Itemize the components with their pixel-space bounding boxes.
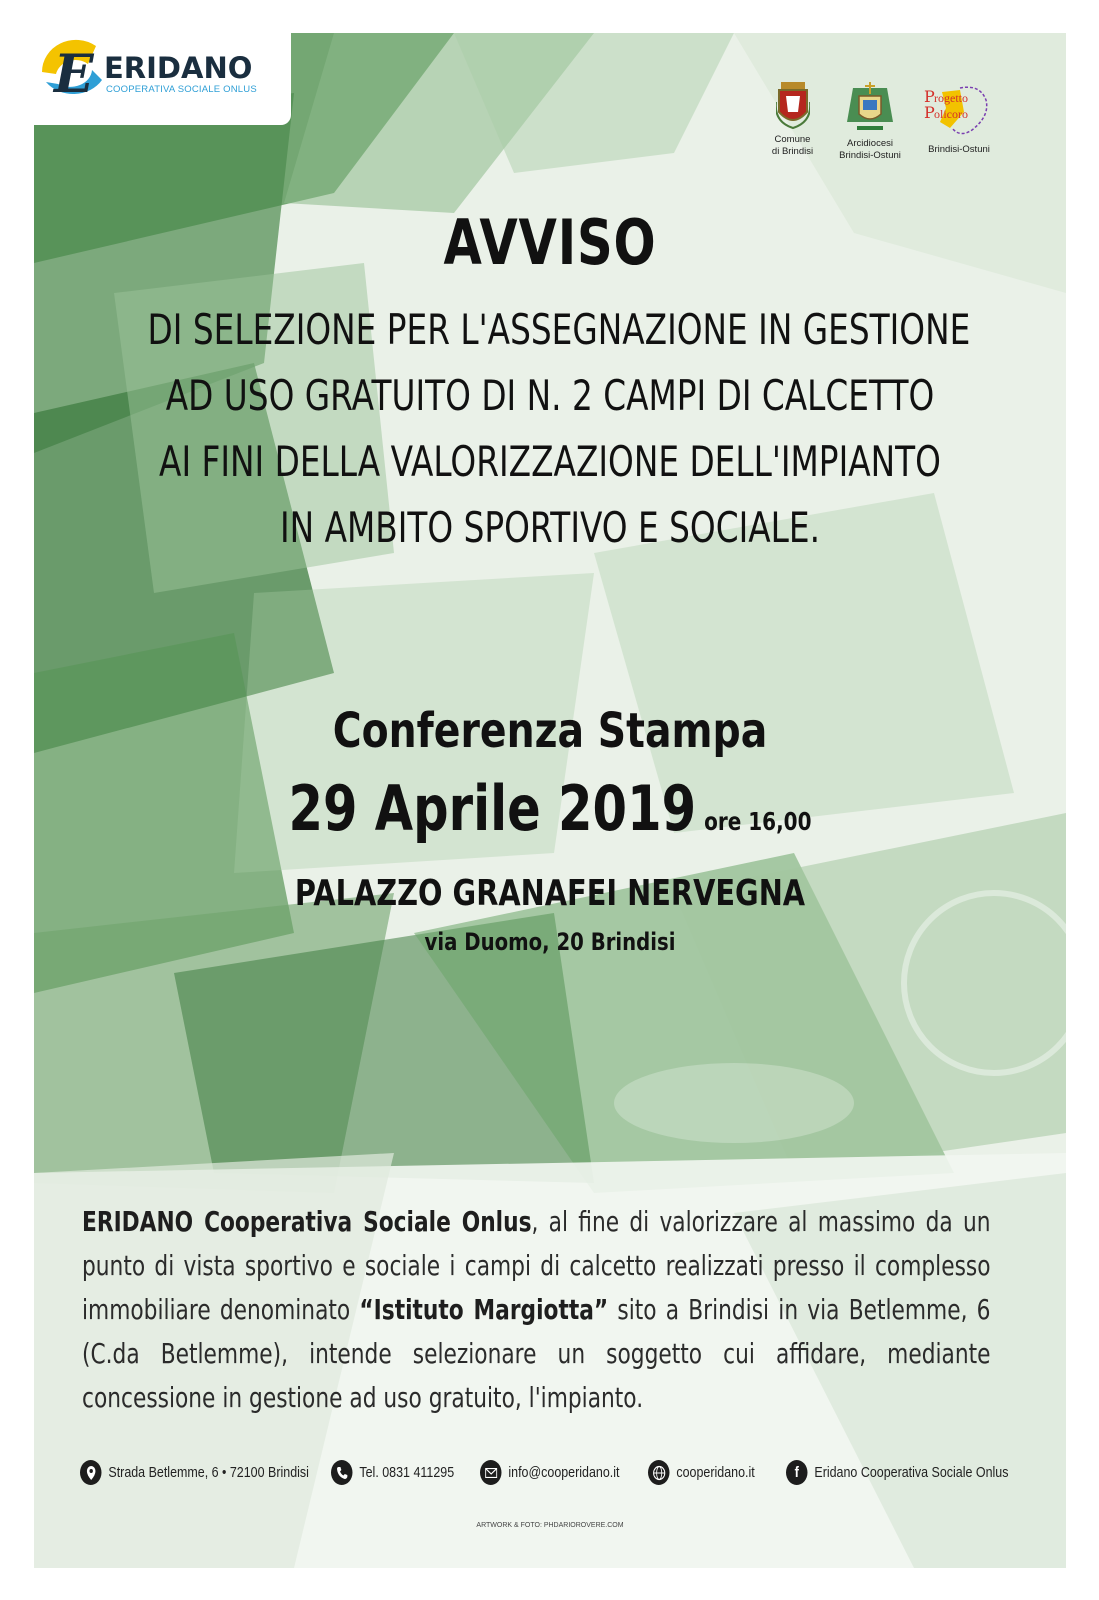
svg-text:olicoro: olicoro — [934, 107, 968, 121]
description-text-2: sito a Brindisi in via Betlemme, 6 (C.da Betlemme), intende selezionare un soggetto cui affidare, mediante concessione in gestione ad uso gratuito, l'impianto. — [82, 1294, 991, 1414]
artwork-credit: ARTWORK & FOTO: PHDARIOROVERE.COM — [476, 1522, 624, 1529]
institution-line2: di Brindisi — [771, 146, 814, 157]
svg-text:P: P — [924, 103, 935, 122]
notice-line-3: AI FINI DELLA VALORIZZAZIONE DELL'IMPIANTO — [159, 437, 941, 486]
institution-line1: Comune — [774, 134, 811, 145]
progetto-policoro-logo — [920, 82, 998, 140]
footer-facebook — [786, 1460, 1008, 1485]
phone-icon — [331, 1460, 353, 1485]
event-address: via Duomo, 20 Brindisi — [424, 928, 676, 956]
event-date: 29 Aprile 2019 — [288, 772, 697, 845]
globe-icon — [648, 1460, 670, 1485]
footer-address-text: Strada Betlemme, 6 • 72100 Brindisi — [108, 1464, 309, 1481]
istituto-name: “Istituto Margiotta” — [359, 1294, 609, 1326]
footer-address — [80, 1460, 309, 1485]
org-name: ERIDANO Cooperativa Sociale Onlus — [82, 1206, 532, 1238]
footer-email-text[interactable]: info@cooperidano.it — [508, 1464, 620, 1481]
event-title: Conferenza Stampa — [332, 703, 768, 759]
footer-email — [480, 1460, 619, 1485]
institution-progetto-policoro — [918, 82, 1000, 156]
facebook-icon: f — [786, 1460, 808, 1485]
footer-website-text[interactable]: cooperidano.it — [676, 1464, 755, 1481]
event-venue: PALAZZO GRANAFEI NERVEGNA — [294, 873, 806, 914]
email-icon — [480, 1460, 502, 1485]
svg-text:E: E — [54, 44, 94, 105]
footer-facebook-text[interactable]: Eridano Cooperativa Sociale Onlus — [814, 1464, 1009, 1481]
footer-phone-text[interactable]: Tel. 0831 411295 — [359, 1464, 455, 1481]
notice-line-2: AD USO GRATUITO DI N. 2 CAMPI DI CALCETTO — [165, 371, 935, 420]
footer-phone — [331, 1460, 454, 1485]
description-text-1: , al fine di valorizzare al massimo da un punto di vista sportivo e sociale i campi di calcetto realizzati presso il complesso immobiliare denominato — [82, 1206, 991, 1326]
institution-line2: Brindisi-Ostuni — [839, 150, 901, 161]
institution-arcidiocesi — [832, 82, 908, 162]
notice-line-4: IN AMBITO SPORTIVO E SOCIALE. — [279, 503, 821, 552]
event-date-line — [137, 772, 963, 845]
archdiocese-coat-of-arms-icon — [845, 82, 895, 134]
svg-text:rogetto: rogetto — [934, 91, 968, 105]
institution-line1: Arcidiocesi — [847, 138, 893, 149]
institution-comune-brindisi — [765, 82, 820, 158]
footer-website — [648, 1460, 755, 1485]
location-pin-icon — [80, 1460, 102, 1485]
event-time: ore 16,00 — [704, 807, 812, 836]
city-crest-icon — [776, 82, 810, 130]
brand-name: ERIDANO — [104, 51, 253, 85]
eridano-logo-icon — [36, 34, 114, 108]
notice-line-1: DI SELEZIONE PER L'ASSEGNAZIONE IN GESTIONE — [147, 305, 971, 354]
institution-line2: Brindisi-Ostuni — [928, 144, 990, 155]
description-paragraph — [82, 1200, 991, 1420]
brand-subtitle: COOPERATIVA SOCIALE ONLUS — [106, 84, 257, 95]
notice-heading: AVVISO — [443, 206, 657, 279]
svg-text:P: P — [924, 87, 935, 106]
